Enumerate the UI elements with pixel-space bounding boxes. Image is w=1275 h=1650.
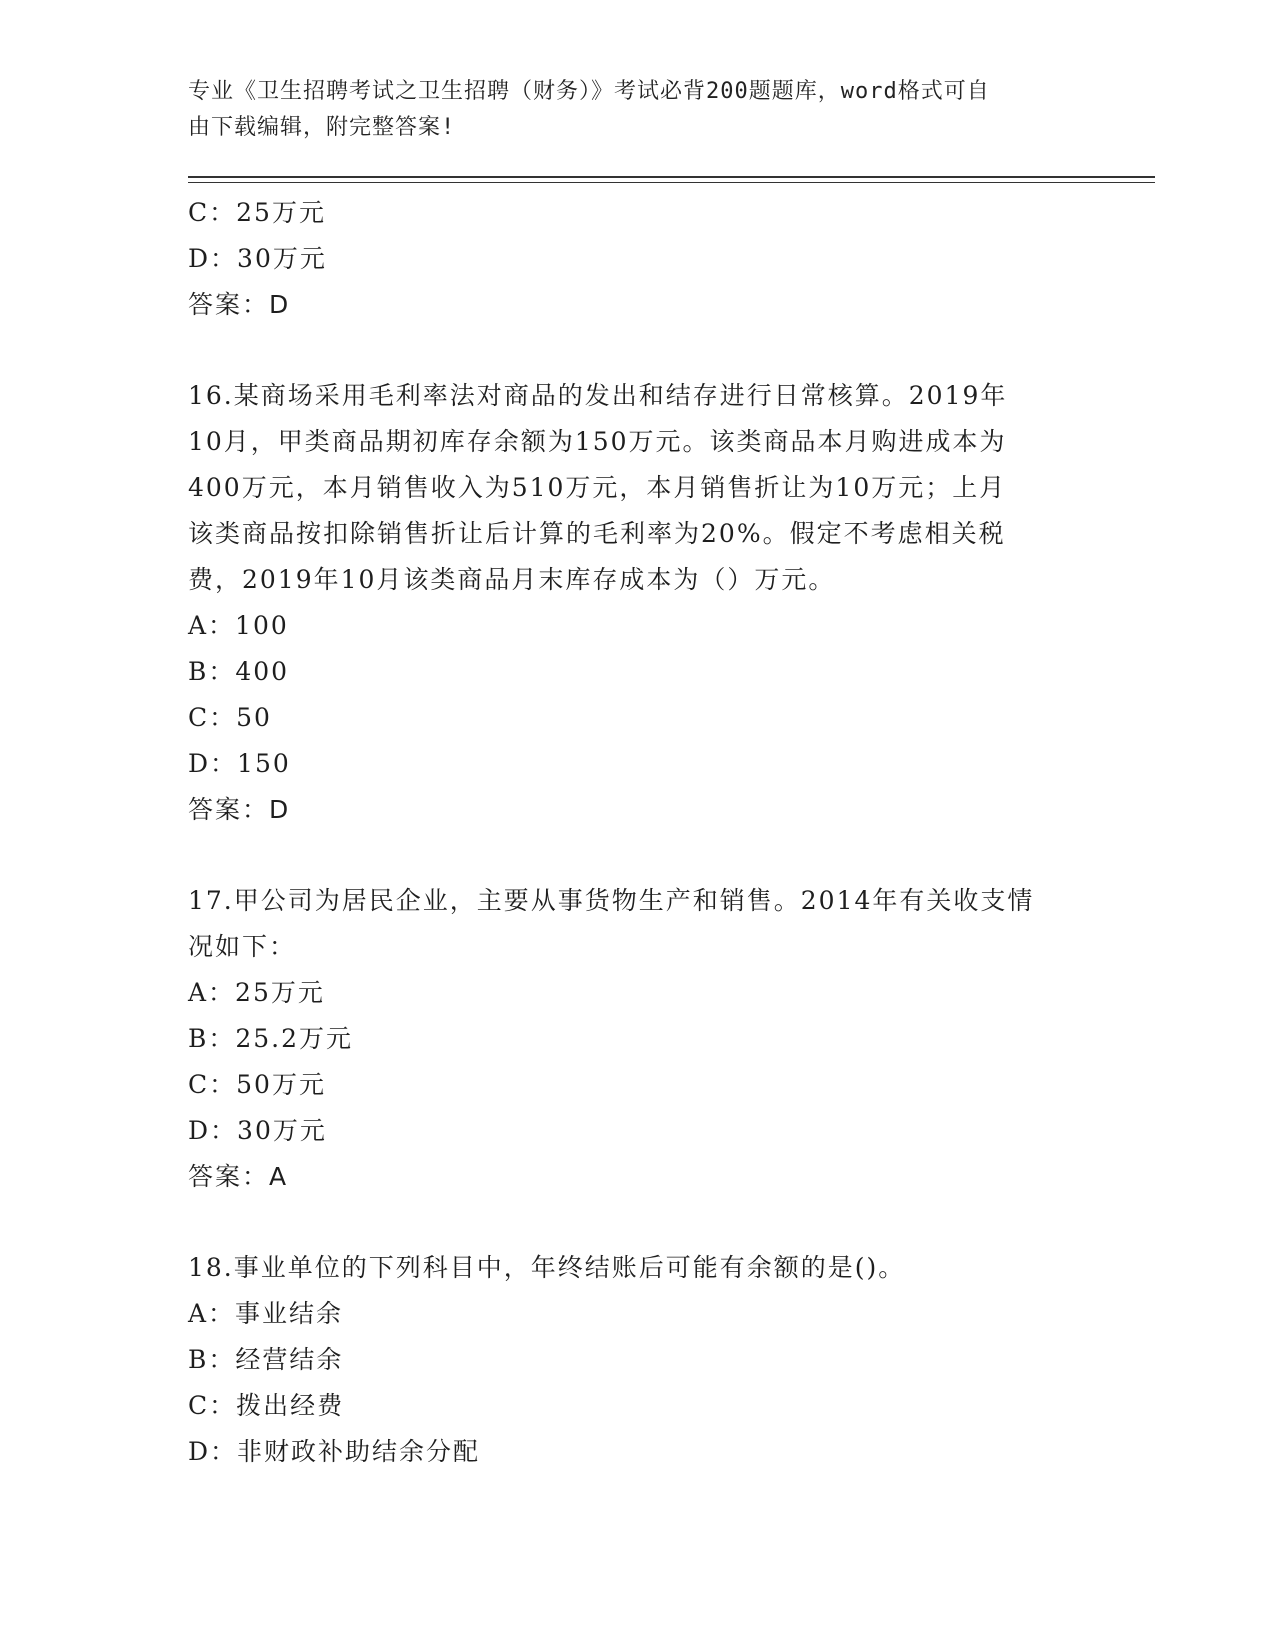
header-line-1: 专业《卫生招聘考试之卫生招聘（财务）》考试必背200题题库，word格式可自 [188, 79, 990, 104]
option-a: A：25万元 [188, 978, 325, 1007]
question-16 [188, 373, 1088, 833]
header-rule-thick [188, 176, 1155, 178]
option-a: A：事业结余 [188, 1299, 344, 1328]
question-text-line: 10月，甲类商品期初库存余额为150万元。该类商品本月购进成本为 [188, 427, 1007, 456]
question-text-line: 费，2019年10月该类商品月末库存成本为（）万元。 [188, 565, 836, 594]
question-18 [188, 1245, 1088, 1475]
option-b: B：经营结余 [188, 1345, 344, 1374]
question-text-line: 该类商品按扣除销售折让后计算的毛利率为20%。假定不考虑相关税 [188, 519, 1006, 548]
question-text-line: 400万元，本月销售收入为510万元，本月销售折让为10万元；上月 [188, 473, 1007, 502]
answer-line: 答案：A [188, 1162, 289, 1191]
option-c: C：拨出经费 [188, 1391, 345, 1420]
question-text-line: 况如下： [188, 932, 297, 961]
option-b: B：400 [188, 657, 290, 686]
header-line-2: 由下载编辑，附完整答案! [188, 115, 456, 140]
option-a: A：100 [188, 611, 289, 640]
option-c: C：25万元 [188, 198, 326, 227]
option-b: B：25.2万元 [188, 1024, 354, 1053]
question-17 [188, 878, 1088, 1200]
page-header [188, 74, 1088, 146]
question-text-line: 17.甲公司为居民企业，主要从事货物生产和销售。2014年有关收支情 [188, 886, 1035, 915]
header-rule-thin [188, 182, 1155, 183]
option-d: D：150 [188, 749, 291, 778]
option-d: D：30万元 [188, 1116, 327, 1145]
answer-line: 答案：D [188, 795, 291, 824]
prev-question-block [188, 190, 1088, 328]
answer-line: 答案：D [188, 290, 291, 319]
option-d: D：非财政补助结余分配 [188, 1437, 481, 1466]
question-text-line: 16.某商场采用毛利率法对商品的发出和结存进行日常核算。2019年 [188, 381, 1008, 410]
question-text-line: 18.事业单位的下列科目中，年终结账后可能有余额的是()。 [188, 1253, 906, 1282]
option-d: D：30万元 [188, 244, 327, 273]
question-content [188, 190, 1088, 1475]
option-c: C：50 [188, 703, 272, 732]
option-c: C：50万元 [188, 1070, 326, 1099]
